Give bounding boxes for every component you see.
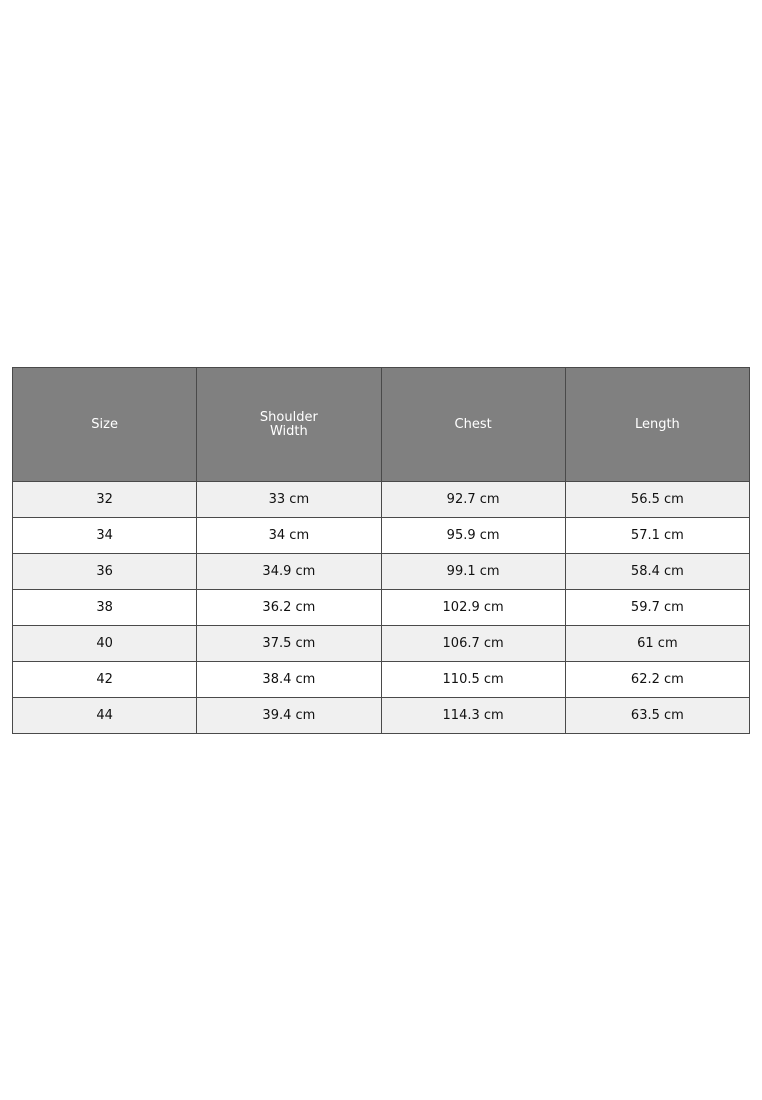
cell-size: 38 [13, 590, 197, 626]
table-row [13, 698, 750, 734]
table-row [13, 626, 750, 662]
cell-shoulder-width: 39.4 cm [197, 698, 381, 734]
cell-shoulder-width: 34.9 cm [197, 554, 381, 590]
cell-size: 34 [13, 518, 197, 554]
header-chest [381, 368, 565, 482]
cell-shoulder-width: 36.2 cm [197, 590, 381, 626]
table-row [13, 518, 750, 554]
cell-size: 40 [13, 626, 197, 662]
table-row [13, 590, 750, 626]
cell-shoulder-width: 37.5 cm [197, 626, 381, 662]
header-length-label: Length [634, 416, 680, 432]
cell-length: 58.4 cm [565, 554, 749, 590]
cell-length: 62.2 cm [565, 662, 749, 698]
cell-length: 61 cm [565, 626, 749, 662]
cell-size: 44 [13, 698, 197, 734]
header-chest-label: Chest [454, 416, 492, 432]
cell-length: 63.5 cm [565, 698, 749, 734]
table-header-row [13, 368, 750, 482]
cell-shoulder-width: 34 cm [197, 518, 381, 554]
header-size [13, 368, 197, 482]
header-shoulder-width [197, 368, 381, 482]
header-size-label: Size [91, 416, 118, 432]
header-length [565, 368, 749, 482]
table-row [13, 482, 750, 518]
cell-chest: 99.1 cm [381, 554, 565, 590]
cell-size: 36 [13, 554, 197, 590]
cell-shoulder-width: 33 cm [197, 482, 381, 518]
size-chart-table [12, 367, 750, 734]
cell-length: 56.5 cm [565, 482, 749, 518]
table-row [13, 662, 750, 698]
cell-chest: 92.7 cm [381, 482, 565, 518]
header-shoulder-width-line-2: Width [269, 423, 308, 439]
cell-chest: 114.3 cm [381, 698, 565, 734]
cell-chest: 95.9 cm [381, 518, 565, 554]
cell-size: 42 [13, 662, 197, 698]
cell-length: 57.1 cm [565, 518, 749, 554]
cell-shoulder-width: 38.4 cm [197, 662, 381, 698]
cell-length: 59.7 cm [565, 590, 749, 626]
cell-chest: 110.5 cm [381, 662, 565, 698]
cell-chest: 102.9 cm [381, 590, 565, 626]
table-row [13, 554, 750, 590]
cell-size: 32 [13, 482, 197, 518]
cell-chest: 106.7 cm [381, 626, 565, 662]
header-shoulder-width-line-1: Shoulder [259, 409, 318, 425]
